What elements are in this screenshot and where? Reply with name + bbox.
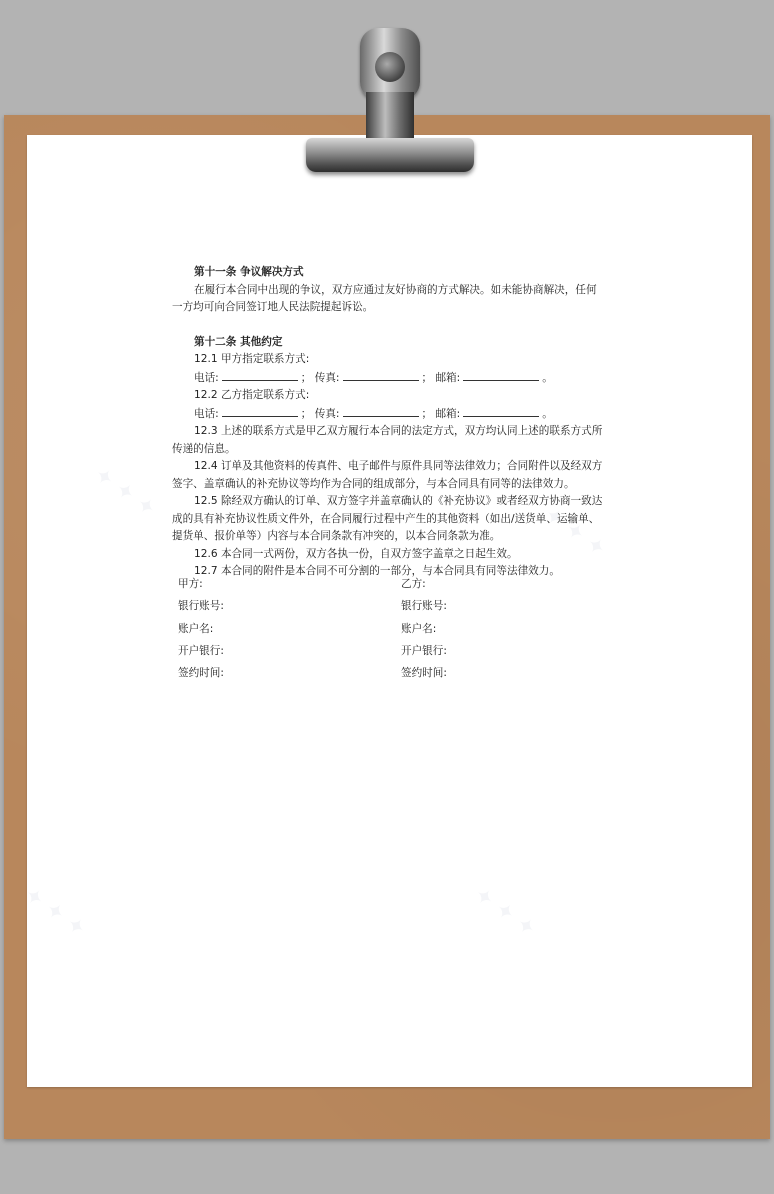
fax-label: 传真: bbox=[314, 407, 340, 420]
clause-12-6: 12.6 本合同一式两份，双方各执一份，自双方签字盖章之日起生效。 bbox=[194, 547, 518, 560]
article-11-heading: 第十一条 争议解决方式 bbox=[194, 266, 304, 278]
clip-hole-icon bbox=[375, 52, 405, 82]
period: 。 bbox=[542, 407, 553, 420]
binder-clip-icon bbox=[306, 138, 474, 172]
party-a-bank-account-label: 银行账号: bbox=[178, 600, 224, 612]
phone-label: 电话: bbox=[194, 407, 219, 420]
party-b-bank-account-label: 银行账号: bbox=[401, 600, 447, 612]
party-b-phone-field[interactable] bbox=[222, 405, 298, 417]
article-12-heading: 第十二条 其他约定 bbox=[194, 335, 283, 348]
clause-12-5: 12.5 除经双方确认的订单、双方签字并盖章确认的《补充协议》或者经双方协商一致达成的具有补充协议性质文件外，在合同履行过程中产生的其他资料（如出/送货单、运输单、提货单、报价单等）内容与本合同条款有冲突的，以本合同条款为准。 bbox=[172, 495, 603, 542]
party-a-label: 甲方: bbox=[178, 578, 203, 590]
fax-label: 传真: bbox=[314, 371, 340, 384]
party-b-sign-date-label: 签约时间: bbox=[401, 667, 447, 679]
party-b-label: 乙方: bbox=[401, 578, 426, 590]
separator: ； bbox=[300, 371, 312, 384]
party-a-fax-field[interactable] bbox=[343, 369, 419, 381]
spacer bbox=[172, 317, 604, 334]
period: 。 bbox=[542, 371, 553, 384]
clause-12-2: 12.2 乙方指定联系方式: bbox=[194, 389, 310, 401]
party-b-contact-row bbox=[172, 405, 604, 424]
separator: ； bbox=[421, 407, 433, 420]
party-a-email-field[interactable] bbox=[463, 369, 539, 381]
article-11-body: 在履行本合同中出现的争议，双方应通过友好协商的方式解决。如未能协商解决，任何一方均可向合同签订地人民法院提起诉讼。 bbox=[172, 283, 597, 313]
phone-label: 电话: bbox=[194, 371, 219, 384]
clause-12-4: 12.4 订单及其他资料的传真件、电子邮件与原件具同等法律效力；合同附件以及经双方签字、盖章确认的补充协议等均作为合同的组成部分，与本合同具有同等的法律效力。 bbox=[172, 460, 603, 490]
clip-neck-icon bbox=[366, 92, 414, 142]
clause-12-1: 12.1 甲方指定联系方式: bbox=[194, 353, 310, 365]
party-a-bank-label: 开户银行: bbox=[178, 645, 224, 657]
separator: ； bbox=[300, 407, 312, 420]
party-a-sign-date-label: 签约时间: bbox=[178, 667, 224, 679]
party-b-email-field[interactable] bbox=[463, 405, 539, 417]
contract-body bbox=[172, 264, 604, 581]
party-a-account-name-label: 账户名: bbox=[178, 623, 214, 635]
clause-12-3: 12.3 上述的联系方式是甲乙双方履行本合同的法定方式，双方均认同上述的联系方式所传递的信息。 bbox=[172, 425, 603, 455]
party-b-account-name-label: 账户名: bbox=[401, 623, 437, 635]
party-b-bank-label: 开户银行: bbox=[401, 645, 447, 657]
party-b-fax-field[interactable] bbox=[343, 405, 419, 417]
separator: ； bbox=[421, 371, 433, 384]
email-label: 邮箱: bbox=[435, 371, 461, 384]
clause-12-7: 12.7 本合同的附件是本合同不可分割的一部分，与本合同具有同等法律效力。 bbox=[194, 565, 560, 577]
email-label: 邮箱: bbox=[435, 407, 461, 420]
party-a-contact-row bbox=[172, 369, 604, 388]
party-a-phone-field[interactable] bbox=[222, 369, 298, 381]
